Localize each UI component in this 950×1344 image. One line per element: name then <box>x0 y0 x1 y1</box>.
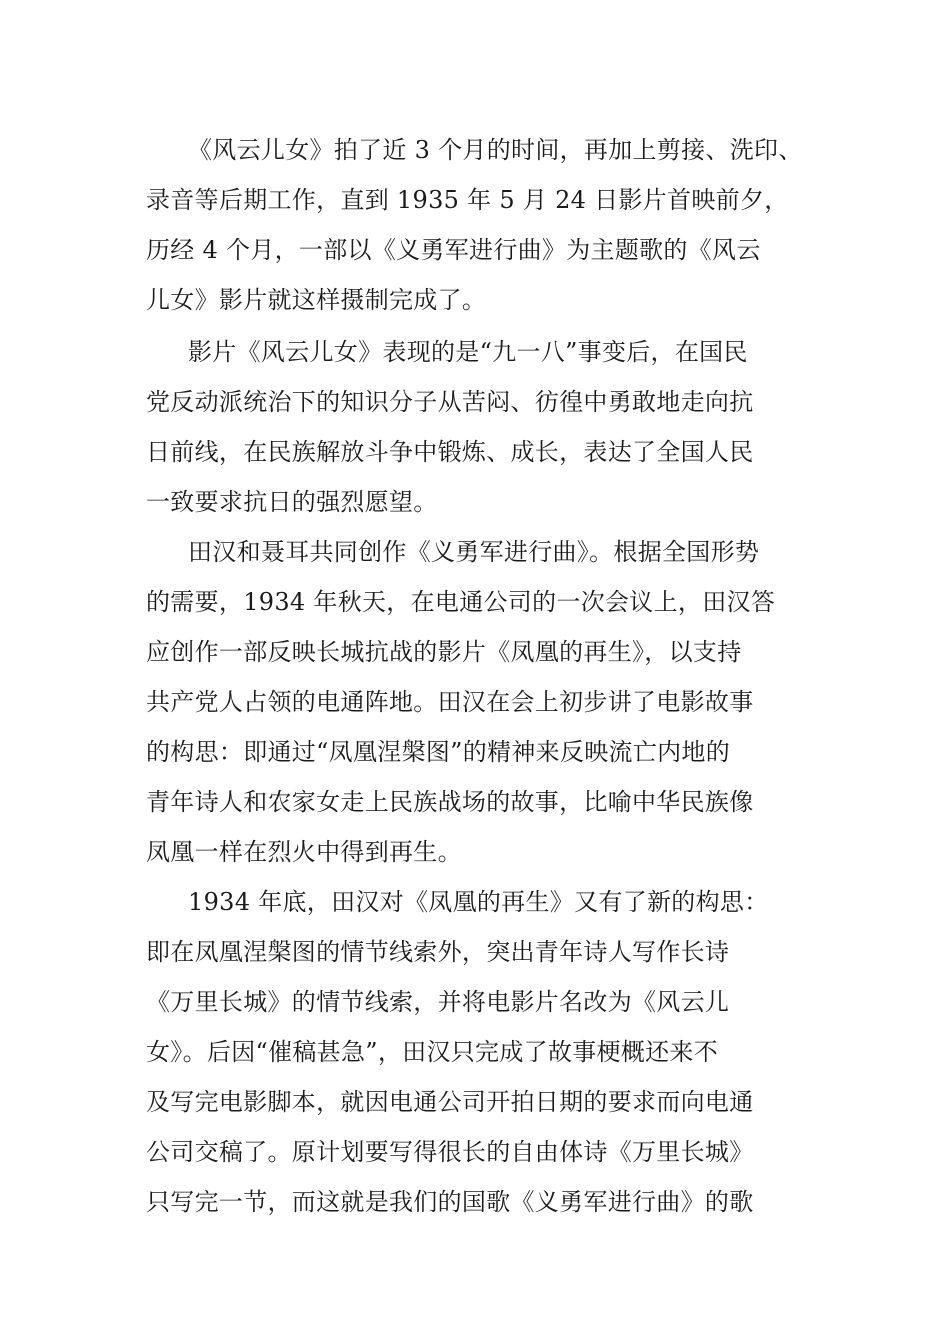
paragraph-1-line-1: 《风云儿女》拍了近 3 个月的时间，再加上剪接、洗印、 <box>188 136 803 164</box>
paragraph-4-line-4: 女》。后因“催稿甚急”，田汉只完成了故事梗概还来不 <box>146 1038 719 1066</box>
paragraph-2-line-3: 日前线，在民族解放斗争中锻炼、成长，表达了全国人民 <box>146 438 754 466</box>
paragraph-2-line-2: 党反动派统治下的知识分子从苦闷、彷徨中勇敢地走向抗 <box>146 388 754 416</box>
paragraph-3-line-1: 田汉和聂耳共同创作《义勇军进行曲》。根据全国形势 <box>188 538 760 566</box>
paragraph-4-line-1: 1934 年底，田汉对《凤凰的再生》又有了新的构思： <box>188 888 769 916</box>
paragraph-4-line-2: 即在凤凰涅槃图的情节线索外，突出青年诗人写作长诗 <box>146 938 730 966</box>
paragraph-4-line-7: 只写完一节，而这就是我们的国歌《义勇军进行曲》的歌 <box>146 1188 754 1216</box>
paragraph-3-line-3: 应创作一部反映长城抗战的影片《凤凰的再生》，以支持 <box>146 638 742 666</box>
paragraph-3-line-2: 的需要，1934 年秋天，在电通公司的一次会议上，田汉答 <box>146 588 776 616</box>
paragraph-3-line-6: 青年诗人和农家女走上民族战场的故事，比喻中华民族像 <box>146 788 754 816</box>
paragraph-4-line-3: 《万里长城》的情节线索，并将电影片名改为《风云儿 <box>146 988 730 1016</box>
paragraph-1-line-4: 儿女》影片就这样摄制完成了。 <box>146 286 487 314</box>
paragraph-2-line-4: 一致要求抗日的强烈愿望。 <box>146 488 438 516</box>
paragraph-3-line-5: 的构思：即通过“凤凰涅槃图”的精神来反映流亡内地的 <box>146 738 731 766</box>
paragraph-4-line-6: 公司交稿了。原计划要写得很长的自由体诗《万里长城》 <box>146 1138 754 1166</box>
paragraph-4-line-5: 及写完电影脚本，就因电通公司开拍日期的要求而向电通 <box>146 1088 754 1116</box>
paragraph-1-line-2: 录音等后期工作，直到 1935 年 5 月 24 日影片首映前夕， <box>146 186 789 214</box>
paragraph-2-line-1: 影片《风云儿女》表现的是“九一八”事变后，在国民 <box>188 338 748 366</box>
paragraph-3-line-4: 共产党人占领的电通阵地。田汉在会上初步讲了电影故事 <box>146 688 754 716</box>
paragraph-3-line-7: 凤凰一样在烈火中得到再生。 <box>146 838 462 866</box>
paragraph-1-line-3: 历经 4 个月，一部以《义勇军进行曲》为主题歌的《风云 <box>146 236 761 264</box>
